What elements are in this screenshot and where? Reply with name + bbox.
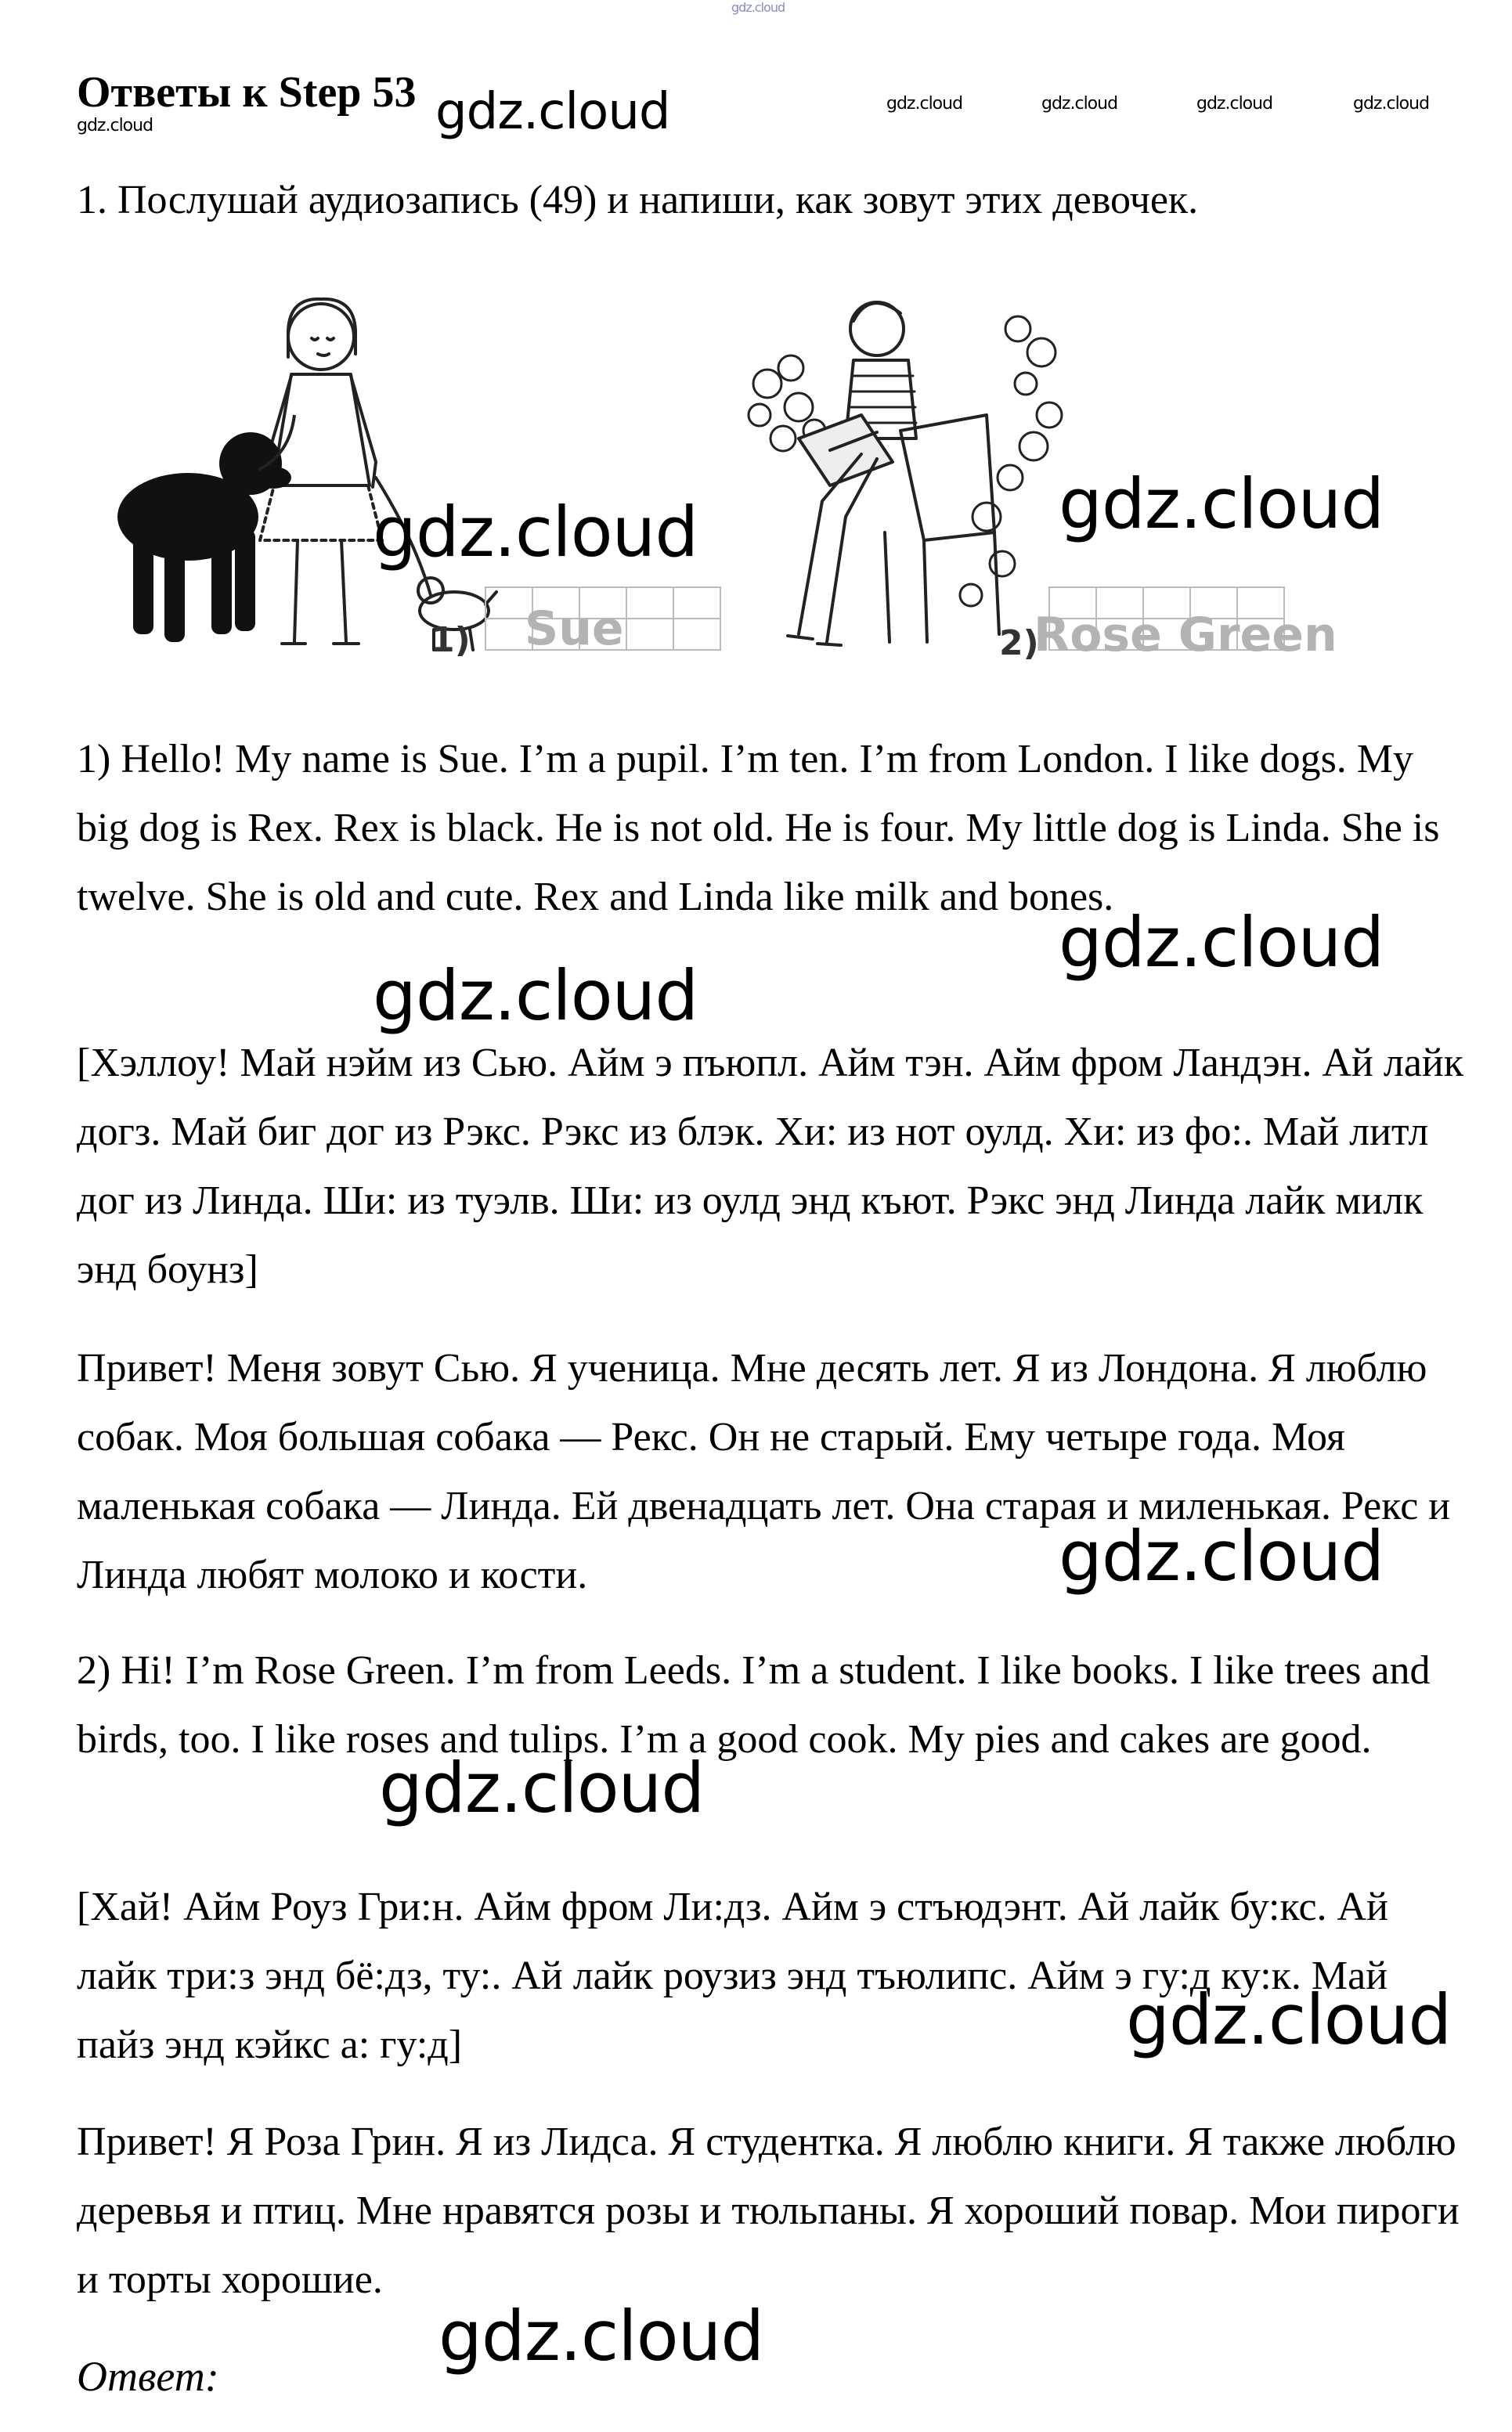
watermark-text-3: gdz.cloud — [1059, 1516, 1384, 1597]
watermark-text-6: gdz.cloud — [438, 2296, 764, 2376]
watermark-top: gdz.cloud — [731, 0, 785, 15]
big-black-dog — [117, 432, 291, 642]
watermark-small: gdz.cloud — [77, 116, 153, 135]
watermark-text-4: gdz.cloud — [379, 1748, 705, 1828]
paragraph-2-russian: Привет! Я Роза Грин. Я из Лидса. Я студентка. Я люблю книги. Я также люблю деревья и птиц. Мне нравятся розы и тюльпаны. Я хороший повар. Мои пироги и торты хорошие. — [77, 2120, 1460, 2302]
watermark-text-5: gdz.cloud — [1126, 1979, 1452, 2060]
paragraph-2-english: 2) Hi! I’m Rose Green. I’m from Leeds. I’m a student. I like books. I like trees and birds, too. I like roses and tulips. I’m a good cook. My pies and cakes are good. — [77, 1648, 1431, 1762]
watermark-header-row-2: gdz.cloud — [1041, 94, 1118, 114]
illustration-left-name: Sue — [525, 601, 624, 656]
paragraph-1-transcription: [Хэллоу! Май нэйм из Сью. Айм э пъюпл. Айм тэн. Айм фром Ландэн. Ай лайк догз. Май биг дог из Рэкс. Рэкс из блэк. Хи: из нот оулд. Хи: из фо:. Май литл дог из Линда. Ши: из туэлв. Ши: из оулд энд къют. Рэкс энд Линда лайк милк энд боунз] — [77, 1041, 1463, 1292]
watermark-text-1: gdz.cloud — [1059, 902, 1384, 983]
paragraph-1-english: 1) Hello! My name is Sue. I’m a pupil. I’m ten. I’m from London. I like dogs. My big dog is Rex. Rex is black. He is not old. He is four. My little dog is Linda. She is twelve. She is old and cute. Rex and Linda like milk and bones. — [77, 737, 1440, 919]
watermark-illustration-right: gdz.cloud — [1059, 464, 1384, 544]
watermark-header: gdz.cloud — [435, 83, 670, 141]
watermark-text-2: gdz.cloud — [373, 955, 698, 1036]
watermark-header-row-1: gdz.cloud — [886, 94, 963, 114]
girl-head — [288, 304, 354, 370]
illustration-right-number: 2) — [999, 623, 1039, 663]
illustration-girl-with-dogs — [117, 282, 744, 673]
paragraph-1-russian: Привет! Меня зовут Сью. Я ученица. Мне десять лет. Я из Лондона. Я люблю собак. Моя большая собака — Рекс. Он не старый. Ему четыре года. Моя маленькая собака — Линда. Ей двенадцать лет. Она старая и миленькая. Рекс и Линда любят молоко и кости. — [77, 1346, 1451, 1597]
illustration-left-number: 1) — [431, 620, 471, 660]
watermark-header-row-3: gdz.cloud — [1196, 94, 1273, 114]
paragraph-2-transcription: [Хай! Айм Роуз Гри:н. Айм фром Ли:дз. Айм э стъюдэнт. Ай лайк бу:кс. Ай лайк три:з энд бё:дз, ту:. Ай лайк роузиз энд тъюлипс. Айм э гу:д ку:к. Май пайз энд кэйкс а: гу:д] — [77, 1885, 1388, 2067]
page-title: Ответы к Step 53 — [77, 68, 417, 117]
answer-label: Ответ: — [77, 2353, 219, 2400]
watermark-illustration-left: gdz.cloud — [373, 492, 698, 572]
task-question: 1. Послушай аудиозапись (49) и напиши, как зовут этих девочек. — [77, 178, 1199, 222]
watermark-header-row-4: gdz.cloud — [1353, 94, 1430, 114]
illustration-right-name: Rose Green — [1034, 608, 1337, 662]
